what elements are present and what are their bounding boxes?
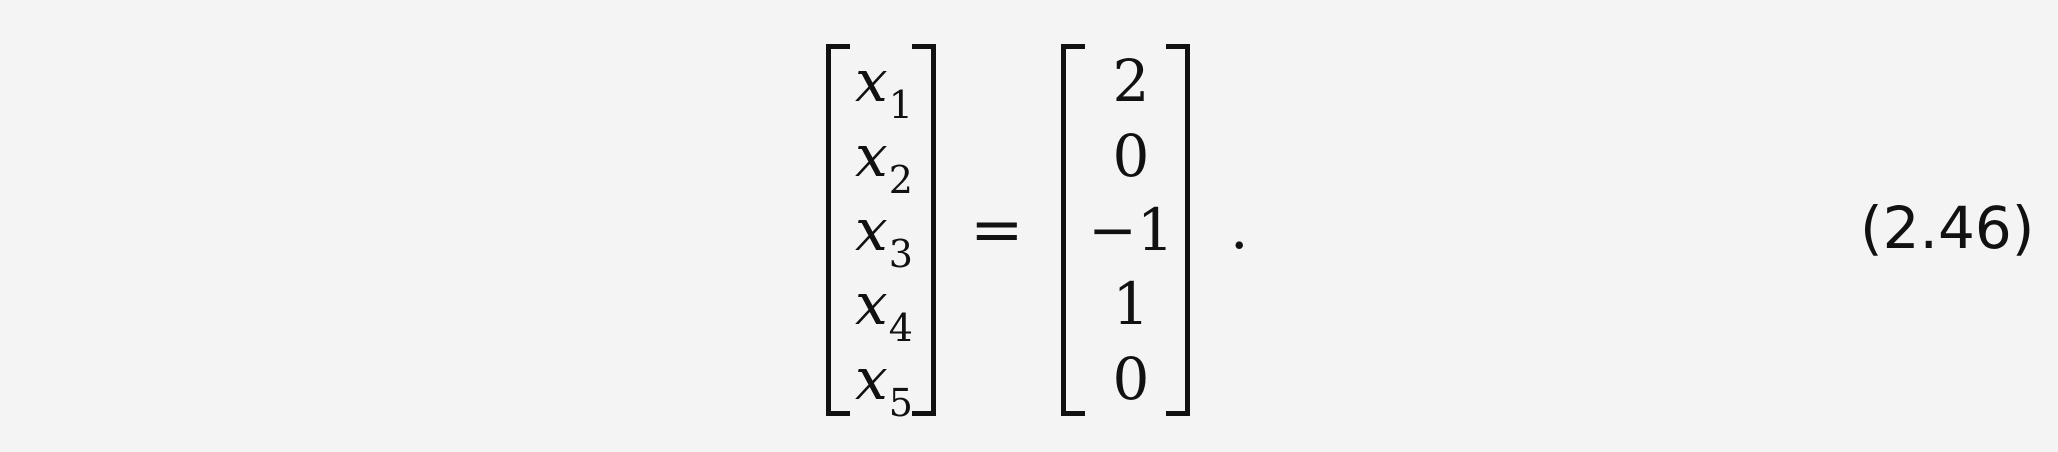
variable: x (855, 47, 888, 116)
left-vector-entry (855, 193, 913, 276)
subscript: 1 (888, 83, 913, 128)
left-vector-entry (855, 342, 913, 425)
variable: x (855, 121, 888, 190)
right-vector-close-bracket (1166, 44, 1190, 416)
right-vector-entry: 0 (1112, 121, 1150, 190)
subscript: 3 (888, 231, 913, 276)
equation-number: (2.46) (1860, 194, 2035, 262)
right-vector-entry: −1 (1088, 195, 1174, 264)
left-vector-entry (855, 267, 913, 351)
right-vector-entry: 2 (1112, 47, 1150, 116)
right-vector-entry: 0 (1112, 344, 1150, 413)
left-vector-entry (855, 44, 913, 128)
variable: x (855, 270, 888, 339)
left-vector-close-bracket (912, 44, 936, 416)
variable: x (855, 344, 888, 413)
left-vector (846, 44, 922, 425)
equals-sign: = (970, 193, 1024, 267)
subscript: 2 (888, 157, 913, 202)
subscript: 4 (888, 306, 913, 351)
trailing-period: . (1230, 194, 1249, 262)
subscript: 5 (888, 380, 913, 425)
variable: x (855, 195, 888, 264)
right-vector-entry: 1 (1112, 270, 1150, 339)
left-vector-entry (855, 119, 913, 202)
